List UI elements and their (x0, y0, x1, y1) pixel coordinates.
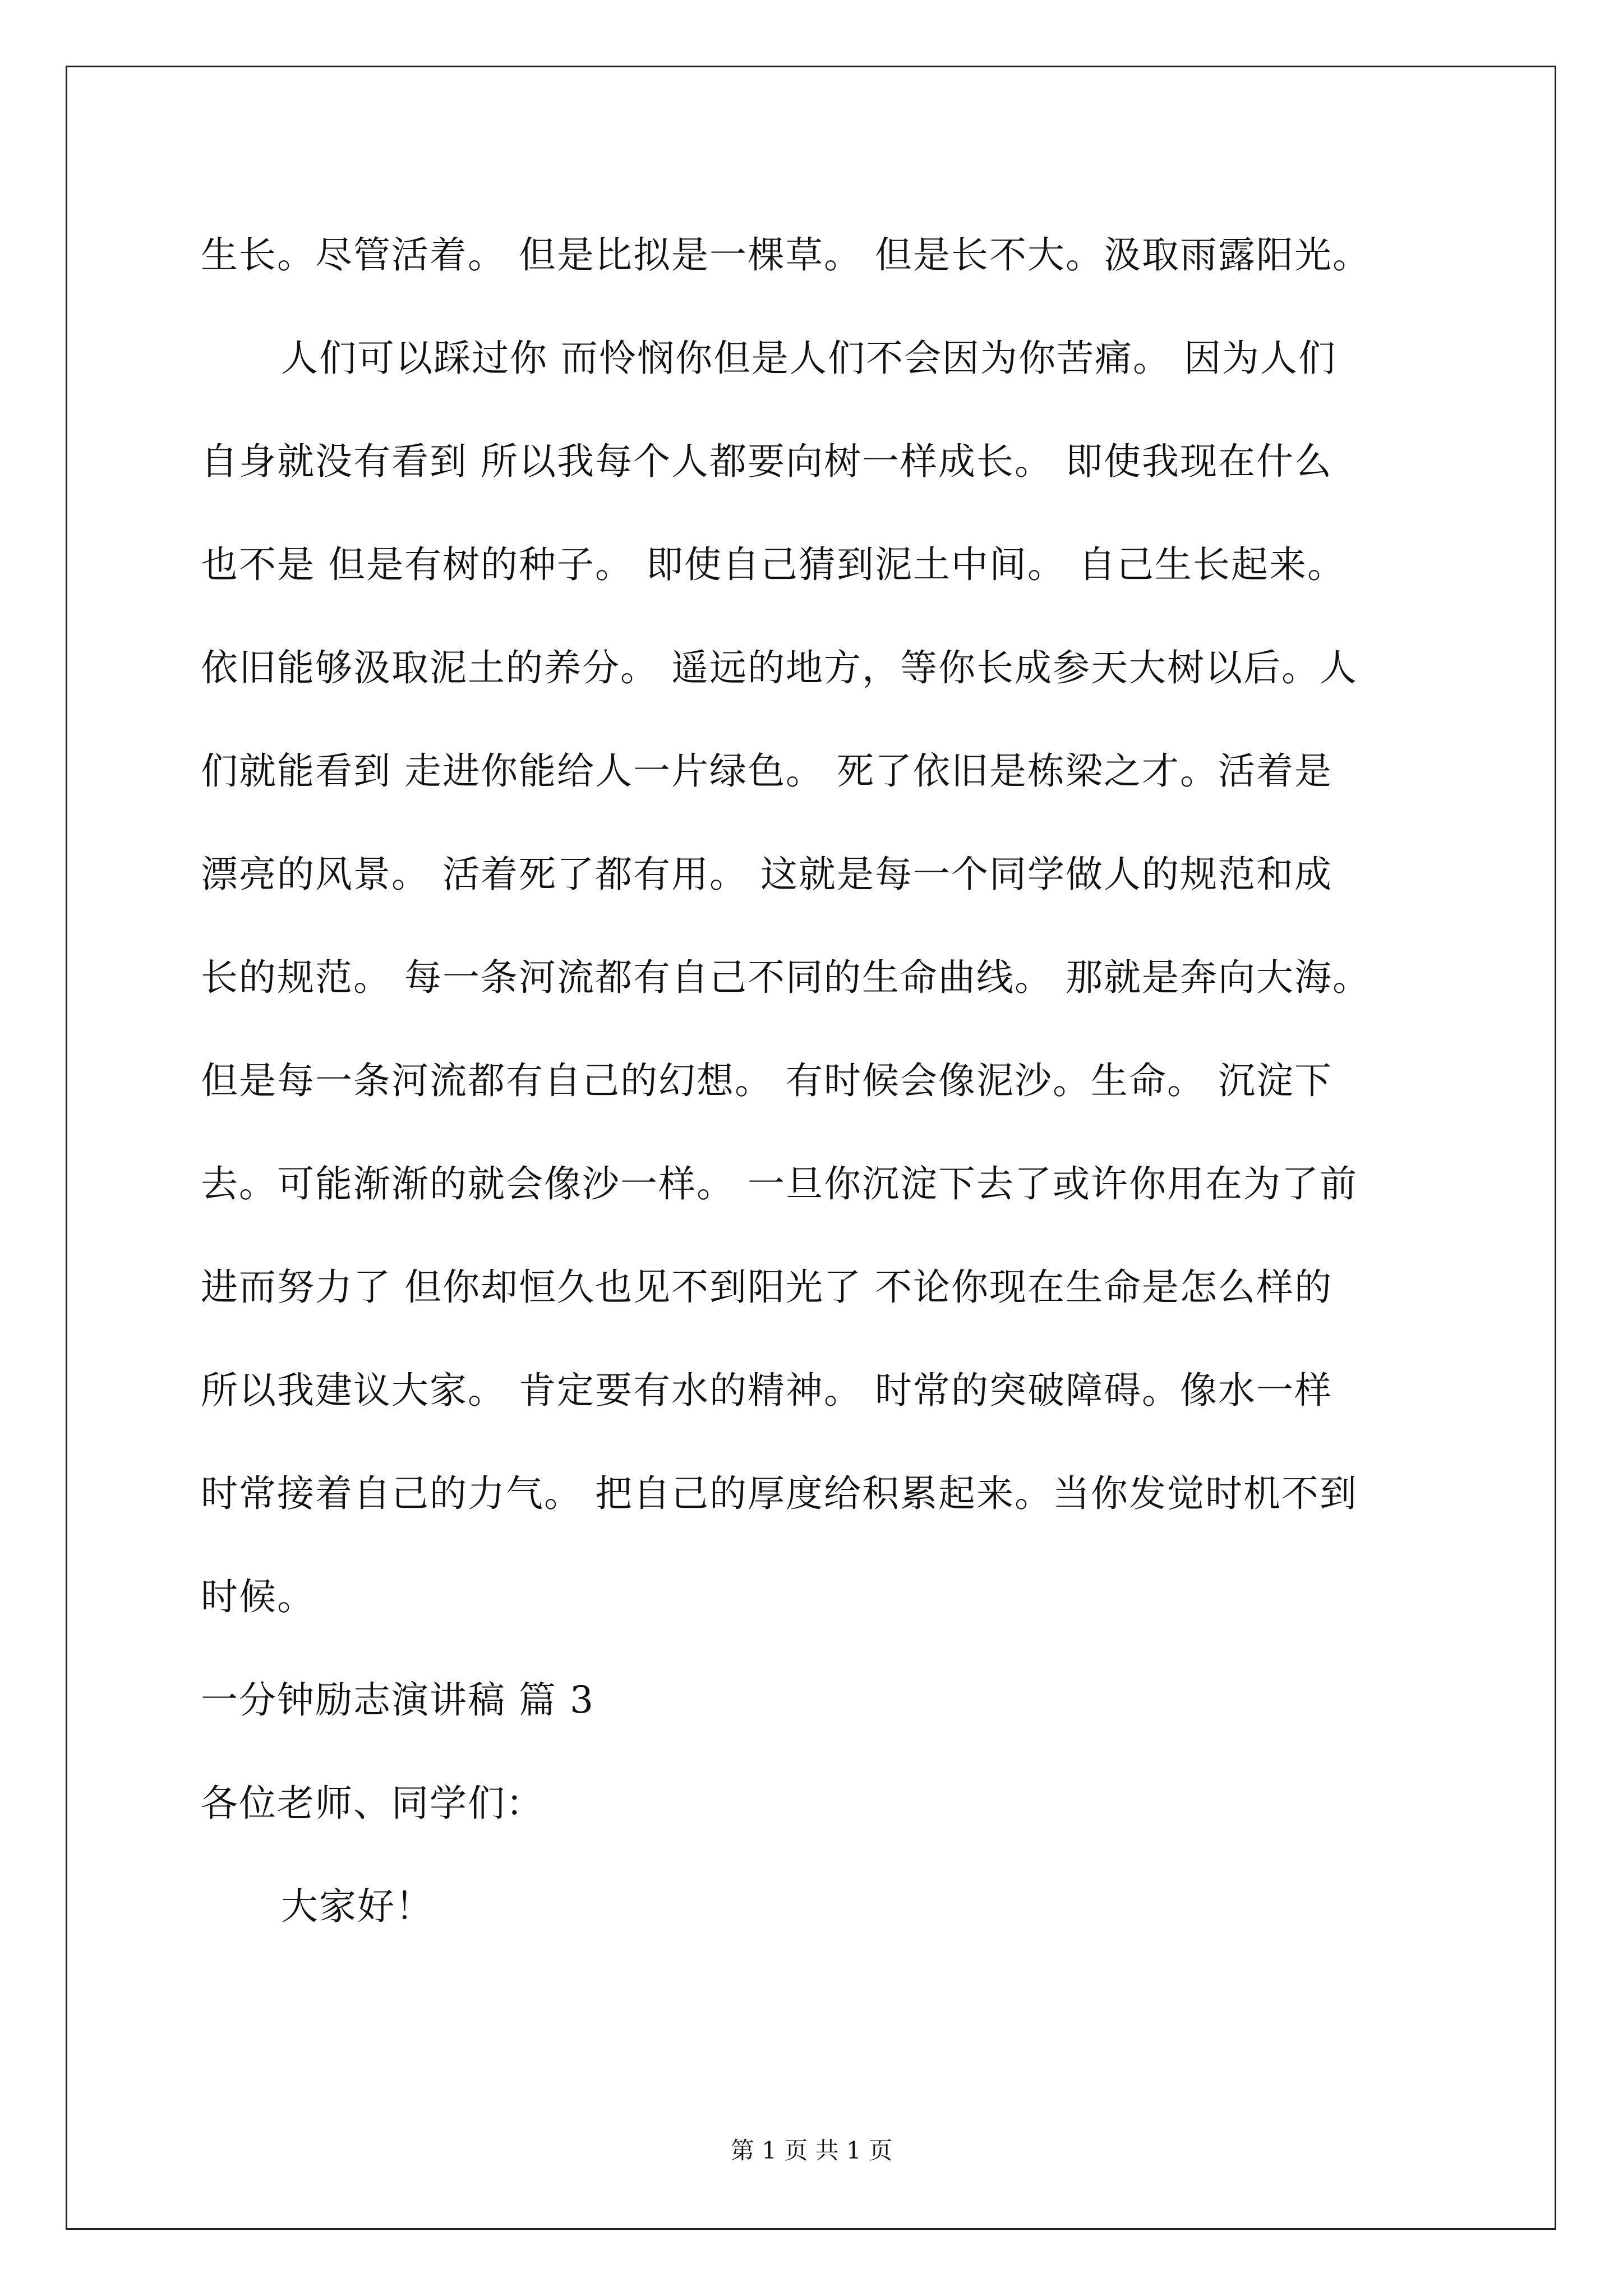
paragraph-line: 人们可以踩过你 而怜悯你但是人们不会因为你苦痛。 因为人们 (281, 337, 1336, 380)
paragraph-line: 漂亮的风景。 活着死了都有用。 这就是每一个同学做人的规范和成 (201, 853, 1332, 896)
section-title: 一分钟励志演讲稿 篇 3 (201, 1678, 594, 1722)
paragraph-line: 也不是 但是有树的种子。 即使自己猜到泥土中间。 自己生长起来。 (201, 543, 1345, 586)
paragraph-line: 时常接着自己的力气。 把自己的厚度给积累起来。当你发觉时机不到 (201, 1472, 1358, 1515)
paragraph-line: 时候。 (201, 1575, 315, 1618)
paragraph-line: 长的规范。 每一条河流都有自己不同的生命曲线。 那就是奔向大海。 (201, 956, 1371, 999)
page-footer: 第 1 页 共 1 页 (730, 2137, 893, 2164)
paragraph-line: 但是每一条河流都有自己的幻想。 有时候会像泥沙。生命。 沉淀下 (201, 1059, 1332, 1102)
paragraph-line: 们就能看到 走进你能给人一片绿色。 死了依旧是栋梁之才。活着是 (201, 749, 1332, 793)
paragraph-line: 依旧能够汲取泥土的养分。 遥远的地方，等你长成参天大树以后。人 (201, 646, 1358, 689)
paragraph-line: 所以我建议大家。 肯定要有水的精神。 时常的突破障碍。像水一样 (201, 1369, 1332, 1412)
greeting: 大家好！ (281, 1885, 434, 1928)
salutation: 各位老师、同学们： (201, 1782, 544, 1825)
paragraph-line: 去。可能渐渐的就会像沙一样。 一旦你沉淀下去了或许你用在为了前 (201, 1162, 1358, 1205)
paragraph-line: 生长。尽管活着。 但是比拟是一棵草。 但是长不大。汲取雨露阳光。 (201, 233, 1371, 277)
paragraph-line: 进而努力了 但你却恒久也见不到阳光了 不论你现在生命是怎么样的 (201, 1266, 1332, 1309)
paragraph-line: 自身就没有看到 所以我每个人都要向树一样成长。 即使我现在什么 (201, 440, 1332, 483)
